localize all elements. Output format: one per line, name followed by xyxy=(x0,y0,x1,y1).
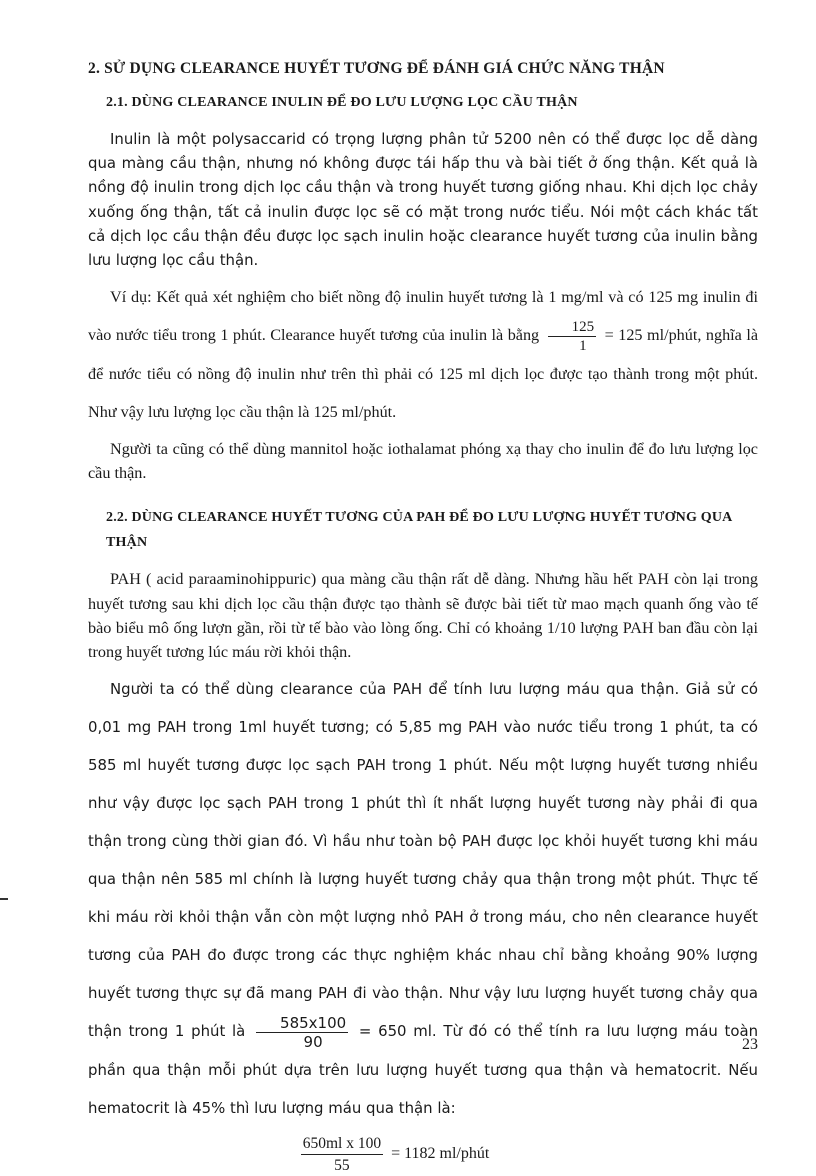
inulin-fraction-numerator: 125 xyxy=(548,318,597,337)
formula-result: = 1182 ml/phút xyxy=(391,1144,490,1162)
pah-fraction-denominator: 90 xyxy=(303,1032,323,1051)
inulin-example-text-after: = 125 ml/phút, nghĩa là để nước tiểu có nồng độ inulin như trên thì phải có 125 ml dịch lọc được tạo thành trong một phút. Như vậy lưu lượng lọc cầu thận là 125 ml/phút. xyxy=(88,326,759,421)
paragraph-pah-intro: PAH ( acid paraaminohippuric) qua màng cầu thận rất dễ dàng. Nhưng hầu hết PAH còn lại trong huyết tương sau khi dịch lọc cầu thận được tạo thành sẽ được bài tiết từ mao mạch quanh ống vào tế bào biểu mô ống lượn gần, rồi từ tế bào vào lòng ống. Chỉ có khoảng 1/10 lượng PAH ban đầu còn lại trong huyết tương lúc máu rời khỏi thận. xyxy=(88,570,758,662)
pah-fraction-numerator: 585x100 xyxy=(256,1014,348,1033)
formula-denominator: 55 xyxy=(334,1156,350,1174)
section-2-1-title: 2.1. DÙNG CLEARANCE INULIN ĐỂ ĐO LƯU LƯỢNG LỌC CẦU THẬN xyxy=(106,95,578,110)
paragraph-mannitol: Người ta cũng có thể dùng mannitol hoặc iothalamat phóng xạ thay cho inulin để đo lưu lượng lọc cầu thận. xyxy=(88,440,758,483)
formula-fraction xyxy=(301,1133,383,1176)
paragraph-inulin-example xyxy=(88,278,758,431)
inulin-fraction-denominator: 1 xyxy=(579,338,587,354)
section-2-2-title: 2.2. DÙNG CLEARANCE HUYẾT TƯƠNG CỦA PAH ĐỂ ĐO LƯU LƯỢNG HUYẾT TƯƠNG QUA THẬN xyxy=(106,510,732,551)
inulin-example-text-before: Ví dụ: Kết quả xét nghiệm cho biết nồng độ inulin huyết tương là 1 mg/ml và có 125 mg inulin đi vào nước tiểu trong 1 phút. Clearance huyết tương của inulin là bằng xyxy=(88,288,758,345)
pah-calc-text-before: Người ta có thể dùng clearance của PAH để tính lưu lượng máu qua thận. Giả sử có 0,01 mg PAH trong 1ml huyết tương; có 5,85 mg PAH vào nước tiểu trong 1 phút, ta có 585 ml huyết tương được lọc sạch PAH trong 1 phút. Nếu một lượng huyết tương nhiều như vậy được lọc sạch PAH trong 1 phút thì ít nhất lượng huyết tương này phải đi qua thận trong cùng thời gian đó. Vì hầu như toàn bộ PAH được lọc khỏi huyết tương khi máu qua thận nên 585 ml chính là lượng huyết tương chảy qua thận trong một phút. Thực tế khi máu rời khỏi thận vẫn còn một lượng nhỏ PAH ở trong máu, cho nên clearance huyết tương của PAH đo được trong các thực nghiệm khác nhau chỉ bằng khoảng 90% lượng huyết tương thực sự đã mang PAH đi vào thận. Như vậy lưu lượng huyết tương chảy qua thận trong 1 phút là xyxy=(88,680,758,1041)
blood-flow-formula xyxy=(28,1133,758,1176)
main-heading: 2. SỬ DỤNG CLEARANCE HUYẾT TƯƠNG ĐỂ ĐÁNH GIÁ CHỨC NĂNG THẬN xyxy=(88,60,665,77)
inulin-fraction xyxy=(548,318,597,355)
pah-fraction xyxy=(256,1014,348,1051)
paragraph-inulin-intro: Inulin là một polysaccarid có trọng lượng phân tử 5200 nên có thể được lọc dễ dàng qua màng cầu thận, nhưng nó không được tái hấp thu và bài tiết ở ống thận. Kết quả là nồng độ inulin trong dịch lọc cầu thận và trong huyết tương giống nhau. Khi dịch lọc chảy xuống ống thận, tất cả inulin được lọc sẽ có mặt trong nước tiểu. Nói một cách khác tất cả dịch lọc cầu thận đều được lọc sạch inulin hoặc clearance huyết tương của inulin bằng lưu lượng lọc cầu thận. xyxy=(88,130,758,270)
margin-mark xyxy=(0,898,8,900)
pah-calc-text-after: = 650 ml. Từ đó có thể tính ra lưu lượng máu toàn phần qua thận mỗi phút dựa trên lưu lượng huyết tương qua thận và hematocrit. Nếu hematocrit là 45% thì lưu lượng máu qua thận là: xyxy=(88,1022,759,1117)
page-number: 23 xyxy=(742,1036,758,1053)
document-page xyxy=(88,60,758,1176)
paragraph-pah-calculation xyxy=(88,670,758,1127)
formula-numerator: 650ml x 100 xyxy=(301,1133,383,1155)
